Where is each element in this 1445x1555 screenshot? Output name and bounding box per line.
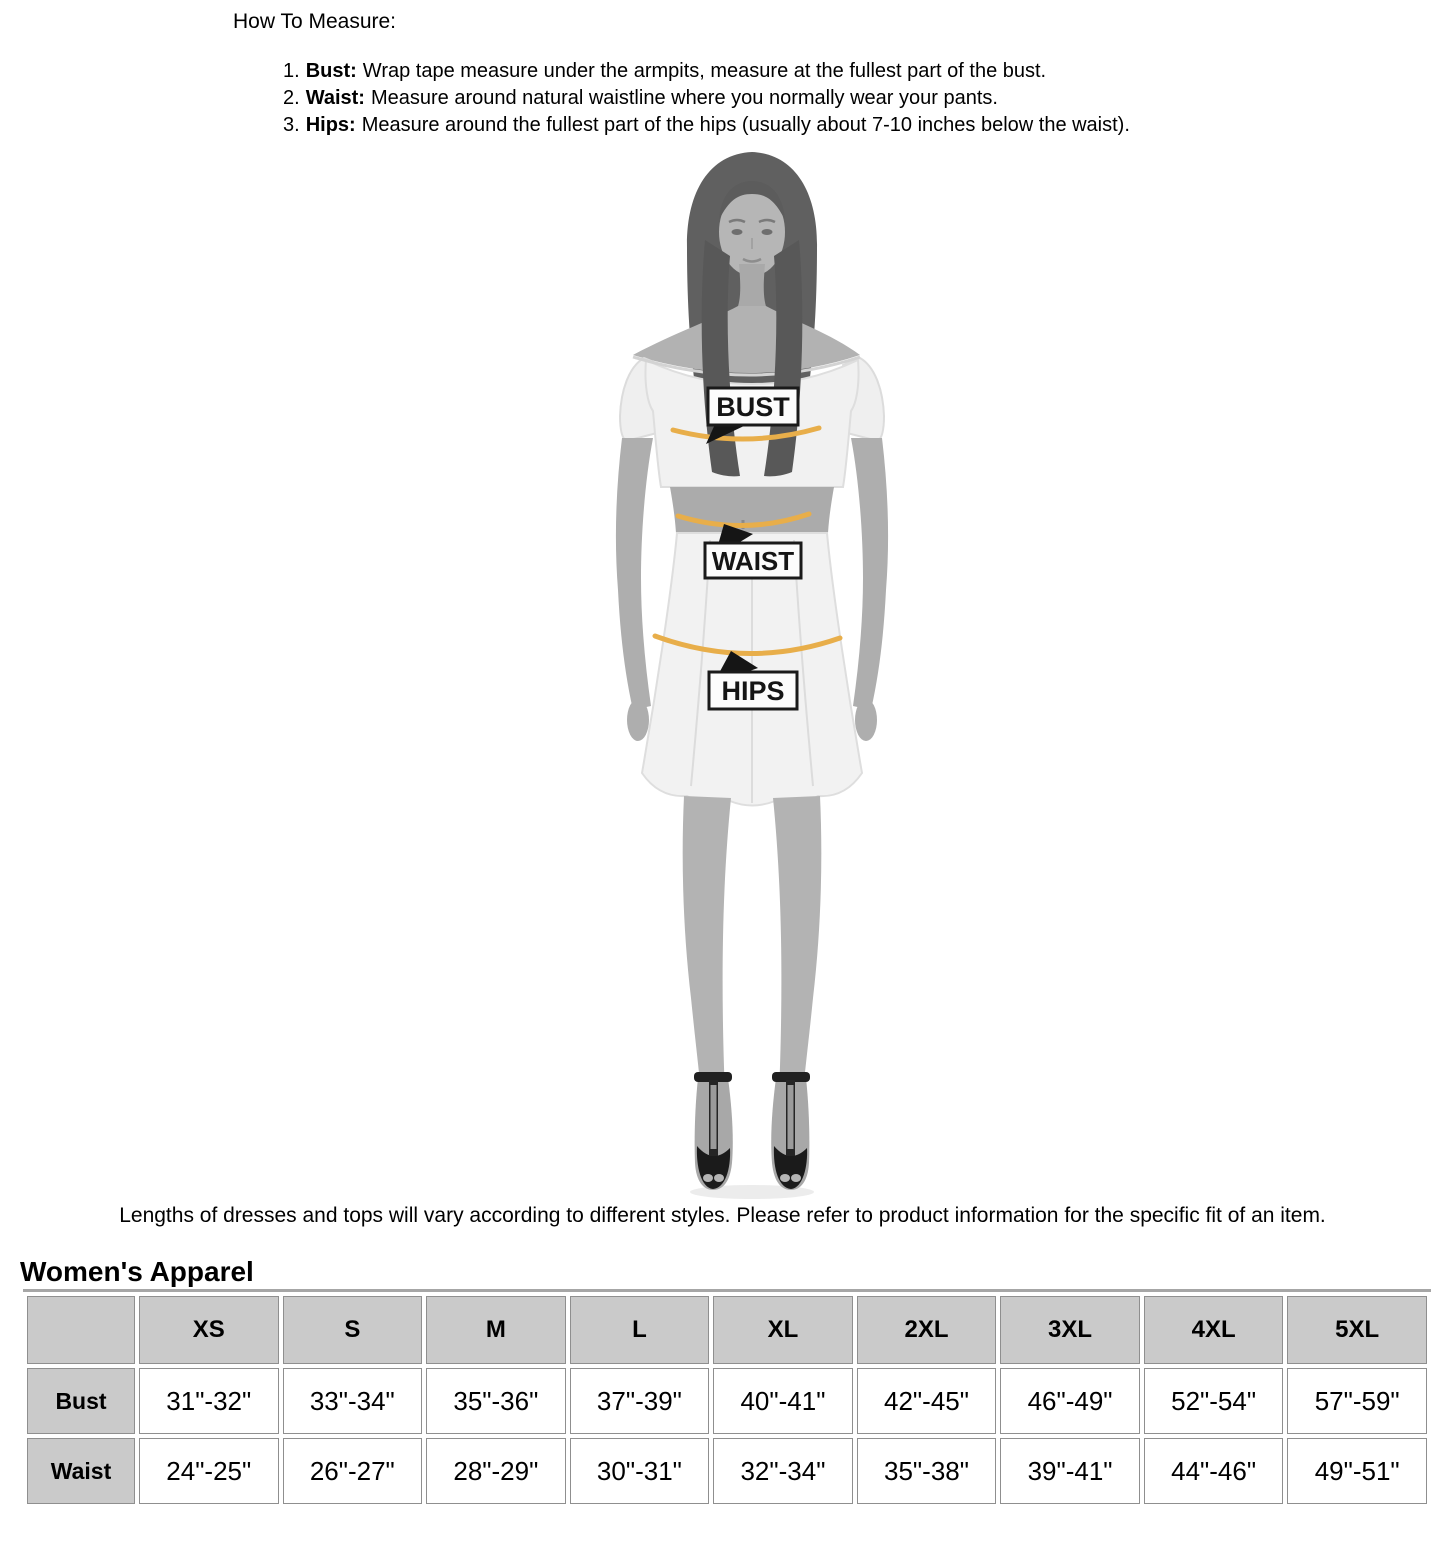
right-toes <box>780 1174 790 1182</box>
right-toes <box>791 1174 801 1182</box>
right-arm <box>851 438 888 710</box>
left-eye <box>732 229 743 235</box>
instruction-waist <box>283 85 1130 112</box>
fit-note-caption: Lengths of dresses and tops will vary according to different styles. Please refer to product information for the specific fit of an item. <box>119 1204 1326 1227</box>
size-chart-table <box>23 1289 1431 1508</box>
size-col-header-xl: XL <box>713 1296 853 1364</box>
waist-label: WAIST <box>711 546 795 576</box>
size-header-row <box>27 1296 1427 1364</box>
waist-value-xs: 24"-25" <box>139 1438 279 1504</box>
size-col-header-s: S <box>283 1296 423 1364</box>
waist-value-3xl: 39"-41" <box>1000 1438 1140 1504</box>
bust-value-xl: 40"-41" <box>713 1368 853 1434</box>
bust-value-m: 35"-36" <box>426 1368 566 1434</box>
left-shoe-metal-detail <box>711 1085 717 1149</box>
section-title: Women's Apparel <box>20 1256 254 1287</box>
right-leg <box>773 796 821 1093</box>
waist-value-5xl: 49"-51" <box>1287 1438 1427 1504</box>
bust-row <box>27 1368 1427 1434</box>
bust-value-4xl: 52"-54" <box>1144 1368 1284 1434</box>
row-header-waist: Waist <box>27 1438 135 1504</box>
bust-value-l: 37"-39" <box>570 1368 710 1434</box>
left-toes <box>703 1174 713 1182</box>
table-corner-cell <box>27 1296 135 1364</box>
right-hand <box>855 699 877 741</box>
instruction-hips <box>283 112 1130 139</box>
bust-label: BUST <box>716 392 790 422</box>
waist-value-xl: 32"-34" <box>713 1438 853 1504</box>
size-col-header-l: L <box>570 1296 710 1364</box>
left-toes <box>714 1174 724 1182</box>
instruction-number: 3. <box>283 114 300 136</box>
right-eye <box>762 229 773 235</box>
instruction-text: Measure around natural waistline where you normally wear your pants. <box>370 87 998 109</box>
instruction-term: Hips: <box>305 114 356 136</box>
bust-value-5xl: 57"-59" <box>1287 1368 1427 1434</box>
right-shoe-metal-detail <box>788 1085 794 1149</box>
left-leg <box>683 796 731 1093</box>
size-col-header-4xl: 4XL <box>1144 1296 1284 1364</box>
instruction-term: Waist: <box>305 87 365 109</box>
size-col-header-5xl: 5XL <box>1287 1296 1427 1364</box>
bust-value-2xl: 42"-45" <box>857 1368 997 1434</box>
bust-value-xs: 31"-32" <box>139 1368 279 1434</box>
waist-value-l: 30"-31" <box>570 1438 710 1504</box>
bust-value-s: 33"-34" <box>283 1368 423 1434</box>
instruction-number: 2. <box>283 87 300 109</box>
left-arm <box>616 438 653 710</box>
instruction-text: Wrap tape measure under the armpits, measure at the fullest part of the bust. <box>362 60 1047 82</box>
size-col-header-3xl: 3XL <box>1000 1296 1140 1364</box>
instruction-bust <box>283 58 1130 85</box>
size-col-header-m: M <box>426 1296 566 1364</box>
chest-skin <box>633 306 860 373</box>
waist-value-m: 28"-29" <box>426 1438 566 1504</box>
waist-row <box>27 1438 1427 1504</box>
instruction-text: Measure around the fullest part of the hips (usually about 7-10 inches below the waist). <box>361 114 1130 136</box>
instruction-number: 1. <box>283 60 300 82</box>
neck <box>736 264 768 312</box>
bust-value-3xl: 46"-49" <box>1000 1368 1140 1434</box>
size-col-header-xs: XS <box>139 1296 279 1364</box>
waist-value-4xl: 44"-46" <box>1144 1438 1284 1504</box>
instruction-term: Bust: <box>305 60 357 82</box>
left-hand <box>627 699 649 741</box>
size-col-header-2xl: 2XL <box>857 1296 997 1364</box>
measurement-model-figure <box>560 148 945 1203</box>
waist-value-s: 26"-27" <box>283 1438 423 1504</box>
waist-value-2xl: 35"-38" <box>857 1438 997 1504</box>
model-photo <box>560 148 945 1203</box>
hips-label: HIPS <box>721 676 785 706</box>
how-to-measure-title: How To Measure: <box>233 10 397 33</box>
measure-instructions <box>283 58 1130 139</box>
row-header-bust: Bust <box>27 1368 135 1434</box>
